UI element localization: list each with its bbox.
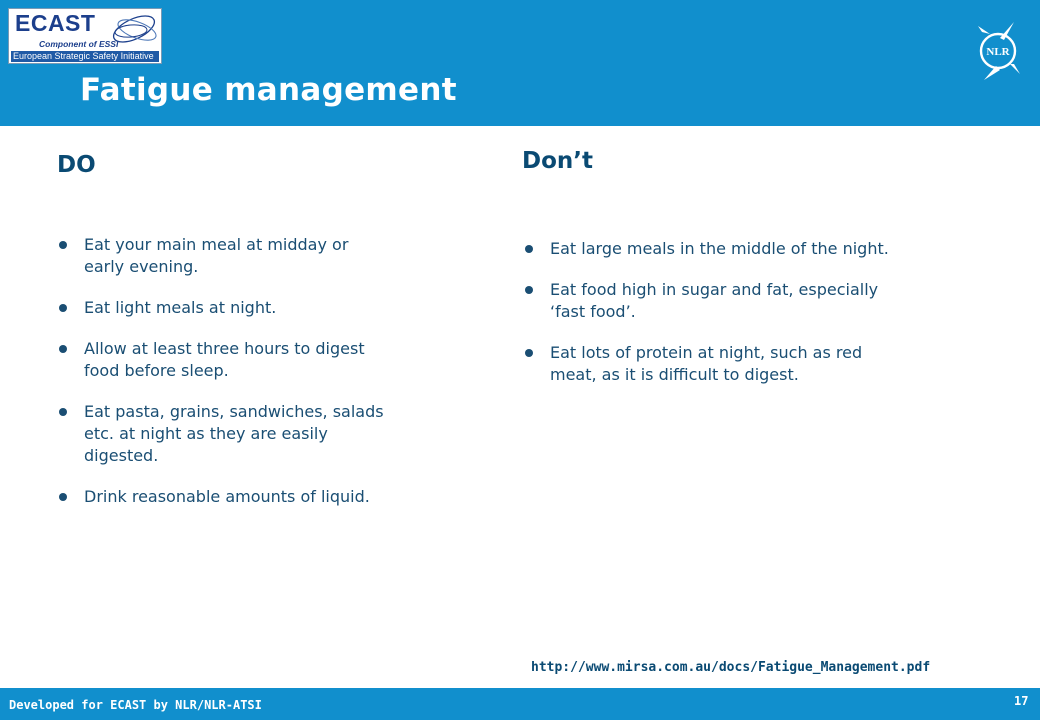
do-item-text: Eat light meals at night. [84, 298, 277, 317]
bullet-dot-icon [59, 408, 67, 416]
ecast-logo-subtitle: Component of ESSI [39, 39, 119, 49]
dont-item-text: Eat lots of protein at night, such as red meat, as it is difficult to digest. [550, 343, 863, 384]
dont-list-item [524, 342, 894, 386]
page-number: 17 [1014, 694, 1029, 708]
bullet-dot-icon [525, 349, 533, 357]
bullet-dot-icon [525, 286, 533, 294]
nlr-aircraft-icon [970, 18, 1026, 84]
bullet-dot-icon [59, 304, 67, 312]
do-list [58, 234, 388, 527]
ecast-logo-word: ECAST [15, 10, 96, 36]
ecast-logo [8, 8, 162, 64]
do-heading: DO [57, 152, 96, 178]
do-list-item [58, 234, 388, 278]
do-list-item [58, 338, 388, 382]
nlr-logo-text: NLR [986, 46, 1010, 58]
do-list-item [58, 486, 388, 508]
dont-list-item [524, 279, 894, 323]
footer-bar [0, 688, 1040, 720]
dont-item-text: Eat food high in sugar and fat, especially ‘fast food’. [550, 280, 879, 321]
do-item-text: Eat your main meal at midday or early evening. [84, 235, 349, 276]
ecast-logo-tagline: European Strategic Safety Initiative [11, 51, 159, 62]
bullet-dot-icon [59, 241, 67, 249]
bullet-dot-icon [525, 245, 533, 253]
dont-list-item [524, 238, 894, 260]
do-list-item [58, 297, 388, 319]
nlr-logo [970, 18, 1026, 84]
dont-heading: Don’t [522, 148, 593, 174]
dont-item-text: Eat large meals in the middle of the night. [550, 239, 889, 258]
do-item-text: Drink reasonable amounts of liquid. [84, 487, 370, 506]
do-list-item [58, 401, 388, 467]
header-bar [0, 0, 1040, 126]
footer-credit: Developed for ECAST by NLR/NLR-ATSI [9, 698, 262, 712]
dont-list [524, 238, 894, 405]
source-link[interactable]: http://www.mirsa.com.au/docs/Fatigue_Management.pdf [531, 660, 931, 675]
bullet-dot-icon [59, 345, 67, 353]
do-item-text: Allow at least three hours to digest food before sleep. [84, 339, 365, 380]
bullet-dot-icon [59, 493, 67, 501]
page-title: Fatigue management [80, 72, 457, 108]
do-item-text: Eat pasta, grains, sandwiches, salads etc. at night as they are easily digested. [84, 402, 384, 465]
